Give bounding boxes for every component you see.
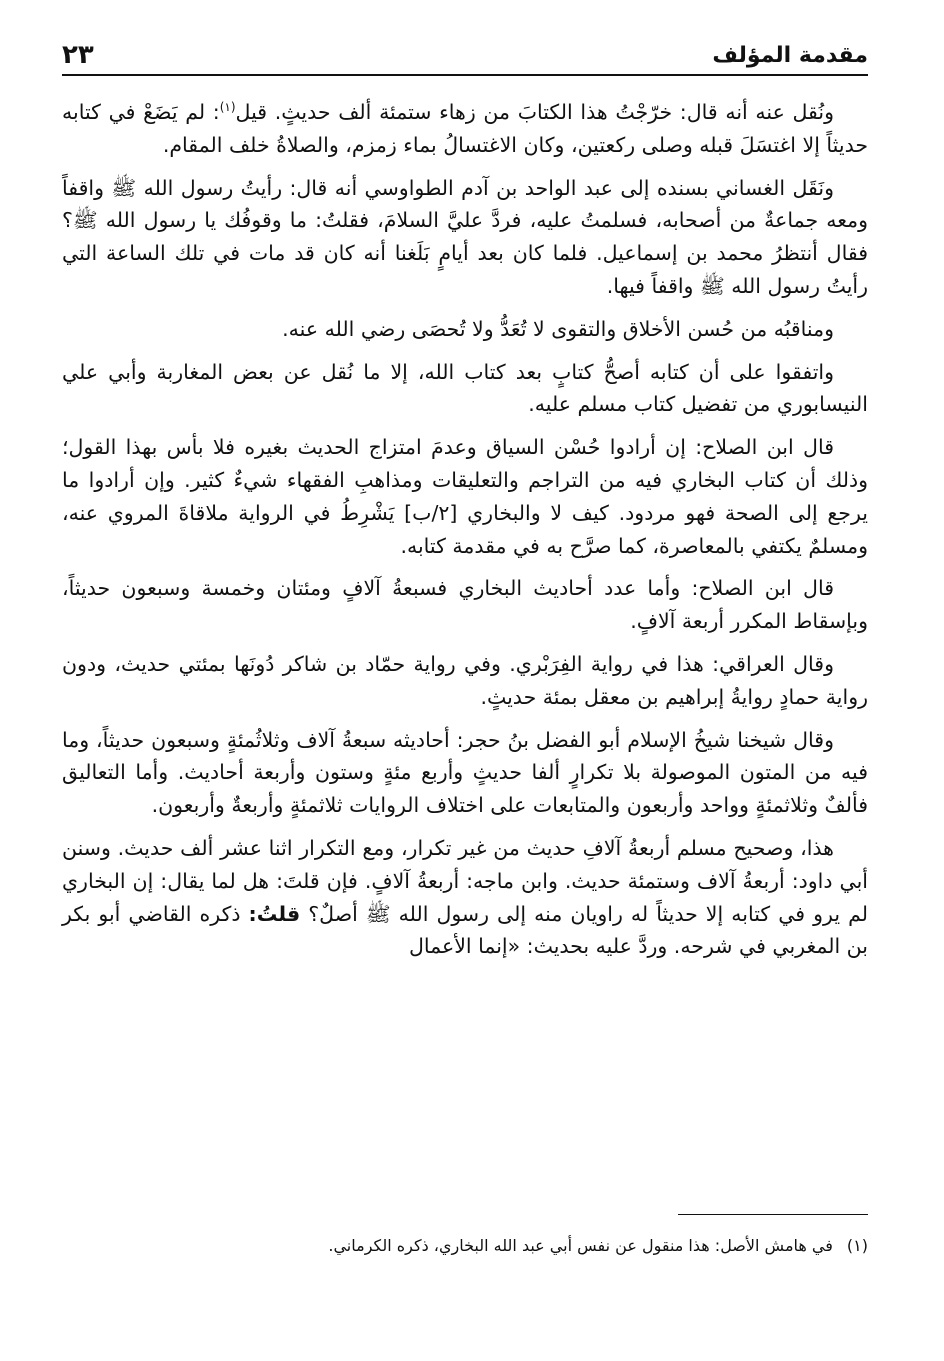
paragraph: هذا، وصحيح مسلم أربعةُ آلافِ حديث من غير تكرار، ومع التكرار اثنا عشر ألف حديث. وسنن أبي داود: أربعةُ آلاف وستمئة حديث. وابن ماجه: أربعةُ آلافٍ. فإن قلتَ: هل لما يقال: إن البخاري لم يرو في كتابه إلا حديثاً له راويان منه إلى رسول الله ﷺ أصلٌ؟ قلتُ: ذكره القاضي أبو بكر بن المغربي في شرحه. وردَّ عليه بحديث: «إنما الأعمال	[62, 835, 868, 959]
footnote-separator	[678, 1214, 868, 1215]
footnote-number: (١)	[846, 1236, 868, 1255]
footnote-text: في هامش الأصل: هذا منقول عن نفس أبي عبد الله البخاري، ذكره الكرماني.	[328, 1236, 833, 1255]
page-number: ٢٣	[62, 40, 94, 70]
footnote	[62, 1234, 868, 1258]
paragraph: ونُقل عنه أنه قال: خرّجْتُ هذا الكتابَ من زهاء ستمئة ألف حديثٍ. قيل$^{(١)}$: لم يَضَعْ في كتابه حديثاً إلا اغتسَلَ قبله وصلى ركعتين، وكان الاغتسالُ بماء زمزم، والصلاةُ خلف المقام.	[62, 100, 868, 157]
bold-term: قلتُ:	[248, 901, 301, 926]
main-text	[62, 96, 868, 973]
paragraph: قال ابن الصلاح: إن أرادوا حُسْن السياق وعدمَ امتزاج الحديث بغيره فلا بأس بهذا القول؛ وذلك أن كتاب البخاري فيه من التراجم والتعليقات ومذاهبِ الفقهاء شيءٌ كثير. وإن أرادوا ما يرجع إلى الصحة فهو مردود. كيف لا والبخاري [٢/ب] يَشْرِطُ في الرواية ملاقاةَ المروي عنه، ومسلمٌ يكتفي بالمعاصرة، كما صرَّح به في مقدمة كتابه.	[62, 435, 868, 558]
paragraph: ونَقَل الغساني بسنده إلى عبد الواحد بن آدم الطواوسي أنه قال: رأيتُ رسول الله ﷺ واقفاً ومعه جماعةٌ من أصحابه، فسلمتُ عليه، فردَّ عليَّ السلامَ، فقلتُ: ما وقوفُك يا رسول الله ﷺ؟ فقال أنتظرُ محمد بن إسماعيل. فلما كان بعد أيامٍ بَلَغنا أنه كان قد مات في تلك الساعة التي رأيتُ رسول الله ﷺ واقفاً فيها.	[62, 175, 868, 298]
chapter-title: مقدمة المؤلف	[712, 42, 868, 68]
paragraph: ومناقبُه من حُسن الأخلاق والتقوى لا تُعَدُّ ولا تُحصَى رضي الله عنه.	[282, 316, 834, 341]
paragraph: وقال شيخنا شيخُ الإسلام أبو الفضل بنُ حجر: أحاديثه سبعةُ آلاف وثلاثُمئةٍ وسبعون حديثاً، وما فيه من المتون الموصولة بلا تكرارٍ ألفا حديثٍ وأربع مئةٍ وستون وأربعة أحاديث. وأما التعاليق فألفٌ وثلاثمئةٍ وواحد وأربعون والمتابعات على اختلاف الروايات ثلاثمئةٍ وأربعةٌ وأربعون.	[62, 727, 868, 818]
footnote-reference: (١)	[219, 100, 236, 115]
paragraph: وقال العراقي: هذا في رواية الفِرَبْري. وفي رواية حمّاد بن شاكر دُونَها بمئتي حديث، ودون رواية حمادٍ روايةُ إبراهيم بن معقل بمئة حديثٍ.	[62, 651, 868, 709]
paragraph: قال ابن الصلاح: وأما عدد أحاديث البخاري فسبعةُ آلافٍ ومئتان وخمسة وسبعون حديثاً، وبإسقاط المكرر أربعة آلافٍ.	[62, 576, 868, 634]
paragraph: واتفقوا على أن كتابه أصحُّ كتابٍ بعد كتاب الله، إلا ما نُقل عن بعض المغاربة وأبي علي النيسابوري من تفضيل كتاب مسلم عليه.	[62, 359, 868, 417]
running-header	[62, 36, 868, 76]
